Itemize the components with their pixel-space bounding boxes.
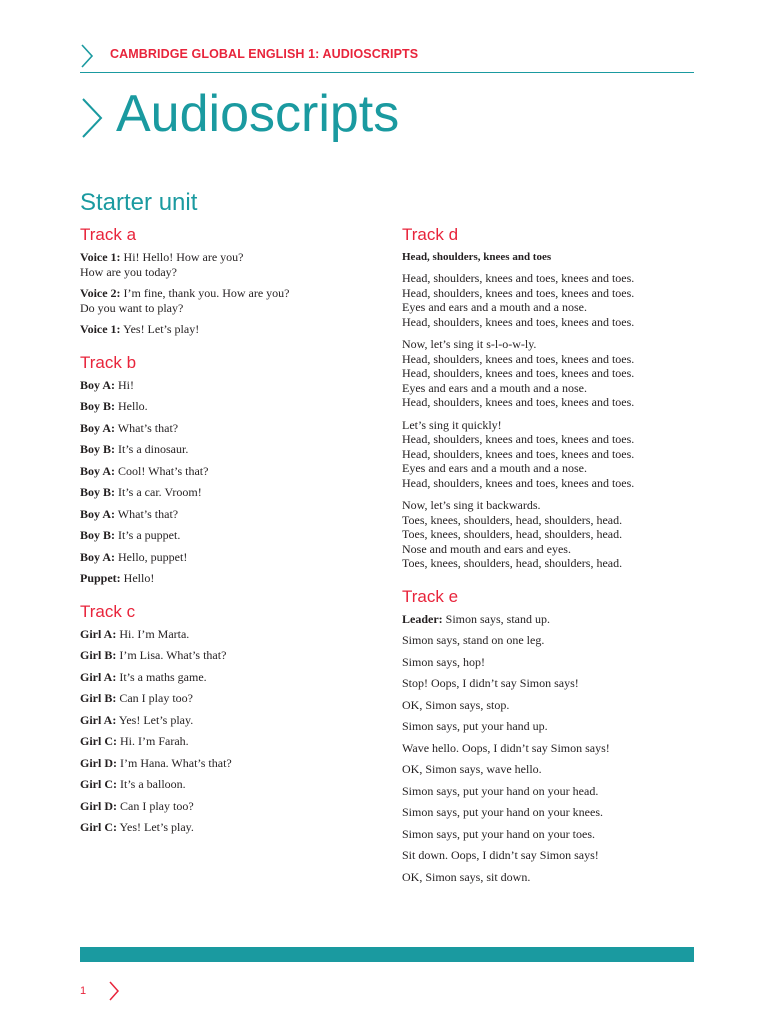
dialogue-line <box>402 698 702 713</box>
dialogue-text: OK, Simon says, stop. <box>402 697 510 712</box>
dialogue-text: I’m Hana. What’s that? <box>117 755 232 770</box>
song-line: Head, shoulders, knees and toes, knees and toes. <box>402 314 635 329</box>
speaker-label: Girl A: <box>80 626 117 641</box>
dialogue-line <box>80 421 370 436</box>
speaker-label: Girl C: <box>80 820 117 834</box>
song-stanza <box>402 498 702 571</box>
song-line: Toes, knees, shoulders, head, shoulders, head. <box>402 512 623 527</box>
song-line: Toes, knees, shoulders, head, shoulders, head. <box>402 556 623 570</box>
running-header <box>80 42 694 73</box>
speaker-label: Girl A: <box>80 669 117 684</box>
dialogue-line <box>402 741 702 756</box>
dialogue-text: OK, Simon says, sit down. <box>402 869 531 884</box>
dialogue-text: It’s a car. Vroom! <box>115 485 202 499</box>
dialogue-line <box>80 464 370 479</box>
dialogue-text: Hi. I’m Farah. <box>117 734 189 748</box>
dialogue-line <box>402 827 702 842</box>
dialogue-text: What’s that? <box>115 420 179 435</box>
speaker-label: Voice 1: <box>80 322 121 336</box>
dialogue-text: Yes! Let’s play! <box>120 322 200 336</box>
track-title: Track d <box>402 225 459 244</box>
dialogue-text: Simon says, put your hand on your head. <box>402 783 599 798</box>
song-line: Nose and mouth and ears and eyes. <box>402 541 571 556</box>
chevron-right-icon <box>108 981 120 1001</box>
speaker-label: Girl D: <box>80 755 117 770</box>
track-section <box>80 225 370 337</box>
dialogue-text: I’m Lisa. What’s that? <box>116 648 227 662</box>
dialogue-text: Stop! Oops, I didn’t say Simon says! <box>402 676 579 690</box>
dialogue-text: Sit down. Oops, I didn’t say Simon says! <box>402 848 599 862</box>
song-title: Head, shoulders, knees and toes <box>402 251 552 263</box>
dialogue-text: Hi! <box>115 377 135 392</box>
dialogue-line <box>80 691 370 706</box>
song-line: Head, shoulders, knees and toes, knees and toes. <box>402 432 635 446</box>
track-section <box>80 353 370 586</box>
header-title: CAMBRIDGE GLOBAL ENGLISH 1: AUDIOSCRIPTS <box>110 47 419 61</box>
dialogue-text: It’s a dinosaur. <box>115 442 189 456</box>
dialogue-text: Simon says, stand on one leg. <box>402 633 545 647</box>
dialogue-line <box>402 676 702 691</box>
dialogue-line <box>402 870 702 885</box>
speaker-label: Girl A: <box>80 712 117 727</box>
dialogue-line <box>80 322 370 337</box>
dialogue-line <box>80 713 370 728</box>
dialogue-line <box>80 399 370 414</box>
dialogue-line <box>402 784 702 799</box>
dialogue-line <box>80 550 370 565</box>
track-e-section <box>402 587 702 885</box>
speaker-label: Boy B: <box>80 485 116 499</box>
dialogue-text: It’s a puppet. <box>115 528 181 542</box>
page-title: Audioscripts <box>116 85 400 143</box>
song-line: Toes, knees, shoulders, head, shoulders, head. <box>402 527 623 541</box>
song-stanza <box>402 271 702 329</box>
dialogue-line <box>80 799 370 814</box>
dialogue-line <box>402 719 702 734</box>
dialogue-text: Simon says, put your hand on your toes. <box>402 826 595 841</box>
song-line: Head, shoulders, knees and toes, knees and toes. <box>402 285 635 300</box>
dialogue-line <box>80 820 370 835</box>
speaker-label: Boy B: <box>80 442 116 456</box>
dialogue-text: I’m fine, thank you. How are you? Do you want to play? <box>80 286 290 315</box>
speaker-label: Girl D: <box>80 798 117 813</box>
speaker-label: Voice 1: <box>80 250 121 264</box>
speaker-label: Voice 2: <box>80 286 121 300</box>
speaker-label: Leader: <box>402 611 443 626</box>
dialogue-line <box>80 442 370 457</box>
dialogue-text: Can I play too? <box>117 798 194 813</box>
dialogue-text: It’s a maths game. <box>116 669 207 684</box>
dialogue-text: Hi. I’m Marta. <box>116 626 190 641</box>
dialogue-line <box>80 734 370 749</box>
unit-title: Starter unit <box>80 189 198 216</box>
track-title: Track e <box>402 586 459 606</box>
speaker-label: Boy A: <box>80 463 116 478</box>
dialogue-line <box>80 378 370 393</box>
song-line: Head, shoulders, knees and toes, knees and toes. <box>402 446 635 461</box>
dialogue-line <box>80 250 370 279</box>
song-line: Now, let’s sing it backwards. <box>402 498 541 512</box>
speaker-label: Boy A: <box>80 506 116 521</box>
right-column <box>402 225 702 891</box>
track-d-section <box>402 225 702 571</box>
song-line: Now, let’s sing it s-l-o-w-ly. <box>402 337 537 351</box>
dialogue-line <box>80 777 370 792</box>
footer-bar <box>80 947 694 962</box>
dialogue-text: What’s that? <box>115 506 179 521</box>
dialogue-line <box>402 848 702 863</box>
speaker-label: Girl B: <box>80 648 117 662</box>
speaker-label: Boy A: <box>80 377 116 392</box>
dialogue-text: Hi! Hello! How are you? How are you today? <box>80 250 244 279</box>
speaker-label: Boy B: <box>80 528 116 542</box>
track-title: Track a <box>80 225 137 244</box>
speaker-label: Girl C: <box>80 734 117 748</box>
speaker-label: Boy B: <box>80 399 116 413</box>
dialogue-text: Simon says, hop! <box>402 654 486 669</box>
dialogue-line <box>80 485 370 500</box>
song-line: Eyes and ears and a mouth and a nose. <box>402 300 587 314</box>
dialogue-line <box>402 612 702 627</box>
track-section <box>80 602 370 835</box>
speaker-label: Girl C: <box>80 777 117 791</box>
dialogue-text: Cool! What’s that? <box>115 463 209 478</box>
dialogue-text: Simon says, stand up. <box>442 611 550 626</box>
dialogue-line <box>80 670 370 685</box>
dialogue-text: Can I play too? <box>116 691 193 705</box>
dialogue-text: Hello, puppet! <box>115 549 188 564</box>
dialogue-line <box>80 286 370 315</box>
track-title: Track b <box>80 352 137 372</box>
dialogue-text: Yes! Let’s play. <box>116 712 194 727</box>
dialogue-text: It’s a balloon. <box>117 777 186 791</box>
chevron-right-icon <box>80 97 104 139</box>
dialogue-line <box>80 507 370 522</box>
dialogue-line <box>80 627 370 642</box>
song-line: Head, shoulders, knees and toes, knees and toes. <box>402 271 635 285</box>
dialogue-text: Simon says, put your hand up. <box>402 719 548 733</box>
song-line: Eyes and ears and a mouth and a nose. <box>402 380 587 395</box>
song-line: Head, shoulders, knees and toes, knees and toes. <box>402 475 635 490</box>
song-stanza <box>402 418 702 491</box>
dialogue-line <box>402 805 702 820</box>
page-number: 1 <box>80 985 87 997</box>
song-line: Head, shoulders, knees and toes, knees and toes. <box>402 351 635 366</box>
dialogue-text: Wave hello. Oops, I didn’t say Simon says! <box>402 740 610 755</box>
dialogue-line <box>80 571 370 586</box>
dialogue-line <box>402 655 702 670</box>
track-title: Track c <box>80 601 136 621</box>
dialogue-line <box>80 756 370 771</box>
dialogue-text: Hello. <box>115 399 148 413</box>
song-stanza <box>402 337 702 410</box>
speaker-label: Puppet: <box>80 571 121 585</box>
dialogue-line <box>80 528 370 543</box>
speaker-label: Girl B: <box>80 691 117 705</box>
song-line: Head, shoulders, knees and toes, knees and toes. <box>402 395 635 409</box>
dialogue-line <box>402 762 702 777</box>
dialogue-text: Hello! <box>120 571 155 585</box>
speaker-label: Boy A: <box>80 420 116 435</box>
dialogue-line <box>402 633 702 648</box>
left-column <box>80 225 370 842</box>
song-line: Let’s sing it quickly! <box>402 417 502 432</box>
song-line: Head, shoulders, knees and toes, knees and toes. <box>402 366 635 380</box>
chevron-right-icon <box>80 44 94 68</box>
dialogue-text: Simon says, put your hand on your knees. <box>402 805 603 819</box>
dialogue-text: OK, Simon says, wave hello. <box>402 762 542 776</box>
speaker-label: Boy A: <box>80 549 116 564</box>
dialogue-text: Yes! Let’s play. <box>117 820 194 834</box>
dialogue-line <box>80 648 370 663</box>
song-line: Eyes and ears and a mouth and a nose. <box>402 461 587 475</box>
